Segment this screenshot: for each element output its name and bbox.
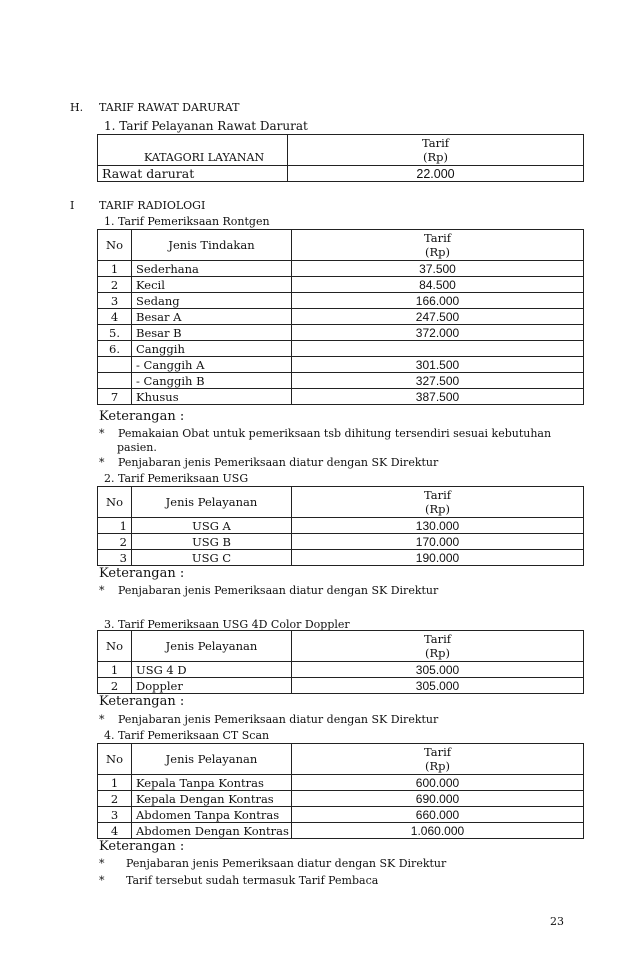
cell-name: Sedang [132, 293, 292, 309]
usg-note: Penjabaran jenis Pemeriksaan diatur dengan SK Direktur [118, 584, 439, 597]
cell-no: 2 [98, 534, 132, 550]
table-row [98, 534, 584, 550]
cell-price: 327.500 [292, 373, 584, 389]
rontgen-note2: Penjabaran jenis Pemeriksaan diatur dengan SK Direktur [118, 456, 439, 469]
cell-no: 1 [98, 261, 132, 277]
header-tarif [292, 744, 584, 775]
cell-name: Abdomen Dengan Kontras [132, 823, 292, 839]
ct-note1-star: * [99, 857, 105, 870]
header-tarif [292, 487, 584, 518]
usg4d-table [97, 630, 584, 694]
cell-no: 3 [98, 807, 132, 823]
cell-price: 301.500 [292, 357, 584, 373]
rontgen-note1-line1: Pemakaian Obat untuk pemeriksaan tsb dihitung tersendiri sesuai kebutuhan [118, 427, 552, 440]
section-i-letter: I [70, 199, 75, 212]
header-no: No [98, 487, 132, 518]
cell-price: 170.000 [292, 534, 584, 550]
cell-name: Doppler [132, 678, 292, 694]
cell-price: 1.060.000 [292, 823, 584, 839]
usg4d-note: Penjabaran jenis Pemeriksaan diatur dengan SK Direktur [118, 713, 439, 726]
header-no: No [98, 631, 132, 662]
cell-no: 6. [98, 341, 132, 357]
cell-no: 4 [98, 823, 132, 839]
ct-note1: Penjabaran jenis Pemeriksaan diatur dengan SK Direktur [126, 857, 447, 870]
ct-note2-star: * [99, 874, 105, 887]
cell-name: Sederhana [132, 261, 292, 277]
table-row [98, 325, 584, 341]
header-tarif-line1: Tarif [421, 136, 450, 150]
cell-no: 1 [98, 662, 132, 678]
cell-price: 247.500 [292, 309, 584, 325]
usg4d-subtitle: 3. Tarif Pemeriksaan USG 4D Color Doppler [104, 618, 350, 631]
table-row [98, 261, 584, 277]
usg-table [97, 486, 584, 566]
header-kategori: KATAGORI LAYANAN [98, 135, 288, 166]
header-tarif-line2: (Rp) [425, 245, 450, 259]
header-tarif-line2: (Rp) [425, 502, 450, 516]
cell-price: 166.000 [292, 293, 584, 309]
header-tarif [292, 230, 584, 261]
usg-note-title: Keterangan : [99, 566, 185, 581]
cell-name: Kecil [132, 277, 292, 293]
cell-price: 660.000 [292, 807, 584, 823]
cell-no: 4 [98, 309, 132, 325]
table-row [98, 293, 584, 309]
cell-name: Besar B [132, 325, 292, 341]
cell-no [98, 373, 132, 389]
cell-no: 2 [98, 678, 132, 694]
rawat-darurat-table [97, 134, 584, 182]
cell-price: 600.000 [292, 775, 584, 791]
row-label: Rawat darurat [98, 166, 288, 182]
cell-price [292, 341, 584, 357]
cell-name: USG B [132, 534, 292, 550]
table-row [98, 550, 584, 566]
cell-name: USG C [132, 550, 292, 566]
cell-no: 3 [98, 550, 132, 566]
table-header-row [98, 230, 584, 261]
table-row [98, 166, 584, 182]
header-no: No [98, 230, 132, 261]
table-header-row [98, 744, 584, 775]
header-jenis: Jenis Pelayanan [132, 631, 292, 662]
cell-name: USG 4 D [132, 662, 292, 678]
header-jenis: Jenis Tindakan [132, 230, 292, 261]
cell-price: 84.500 [292, 277, 584, 293]
cell-no: 2 [98, 791, 132, 807]
cell-name: Kepala Dengan Kontras [132, 791, 292, 807]
section-h-subtitle: 1. Tarif Pelayanan Rawat Darurat [104, 119, 308, 133]
section-i-title: TARIF RADIOLOGI [99, 199, 206, 212]
cell-price: 190.000 [292, 550, 584, 566]
page-number: 23 [550, 915, 564, 928]
cell-name: USG A [132, 518, 292, 534]
table-header-row [98, 631, 584, 662]
rontgen-table [97, 229, 584, 405]
cell-no: 3 [98, 293, 132, 309]
rontgen-note1-star: * [99, 427, 105, 440]
cell-price: 387.500 [292, 389, 584, 405]
table-row [98, 277, 584, 293]
header-tarif-line2: (Rp) [425, 646, 450, 660]
ct-note2: Tarif tersebut sudah termasuk Tarif Pembaca [126, 874, 379, 887]
table-row [98, 518, 584, 534]
rontgen-note2-star: * [99, 456, 105, 469]
table-row [98, 807, 584, 823]
usg-subtitle: 2. Tarif Pemeriksaan USG [104, 472, 249, 485]
table-row [98, 775, 584, 791]
table-row [98, 389, 584, 405]
cell-no [98, 357, 132, 373]
cell-name: - Canggih B [132, 373, 292, 389]
table-header-row [98, 135, 584, 166]
header-tarif-line1: Tarif [423, 745, 452, 759]
header-jenis: Jenis Pelayanan [132, 487, 292, 518]
table-row [98, 678, 584, 694]
cell-price: 305.000 [292, 662, 584, 678]
cell-name: Khusus [132, 389, 292, 405]
usg-note-star: * [99, 584, 105, 597]
rontgen-note-title: Keterangan : [99, 409, 185, 424]
section-h-letter: H. [70, 101, 84, 114]
table-row [98, 823, 584, 839]
cell-name: Besar A [132, 309, 292, 325]
table-row [98, 309, 584, 325]
usg4d-note-star: * [99, 713, 105, 726]
rontgen-note1-line2: pasien. [117, 441, 157, 454]
ct-note-title: Keterangan : [99, 839, 185, 854]
cell-no: 1 [98, 775, 132, 791]
cell-name: Abdomen Tanpa Kontras [132, 807, 292, 823]
header-tarif-line2: (Rp) [423, 150, 448, 164]
header-tarif-line1: Tarif [423, 231, 452, 245]
table-row [98, 373, 584, 389]
header-tarif-line1: Tarif [423, 488, 452, 502]
table-row [98, 341, 584, 357]
cell-price: 37.500 [292, 261, 584, 277]
header-tarif-line2: (Rp) [425, 759, 450, 773]
table-header-row [98, 487, 584, 518]
table-row [98, 357, 584, 373]
ct-table [97, 743, 584, 839]
header-tarif [288, 135, 584, 166]
cell-no: 2 [98, 277, 132, 293]
cell-no: 7 [98, 389, 132, 405]
cell-price: 305.000 [292, 678, 584, 694]
cell-price: 130.000 [292, 518, 584, 534]
section-h-title: TARIF RAWAT DARURAT [99, 101, 240, 114]
cell-name: - Canggih A [132, 357, 292, 373]
table-row [98, 662, 584, 678]
cell-no: 1 [98, 518, 132, 534]
rontgen-subtitle: 1. Tarif Pemeriksaan Rontgen [104, 215, 270, 228]
table-row [98, 791, 584, 807]
cell-name: Canggih [132, 341, 292, 357]
header-tarif [292, 631, 584, 662]
ct-subtitle: 4. Tarif Pemeriksaan CT Scan [104, 729, 270, 742]
cell-price: 372.000 [292, 325, 584, 341]
cell-name: Kepala Tanpa Kontras [132, 775, 292, 791]
cell-price: 690.000 [292, 791, 584, 807]
header-tarif-line1: Tarif [423, 632, 452, 646]
row-value: 22.000 [288, 166, 584, 182]
header-no: No [98, 744, 132, 775]
usg4d-note-title: Keterangan : [99, 694, 185, 709]
header-jenis: Jenis Pelayanan [132, 744, 292, 775]
cell-no: 5. [98, 325, 132, 341]
